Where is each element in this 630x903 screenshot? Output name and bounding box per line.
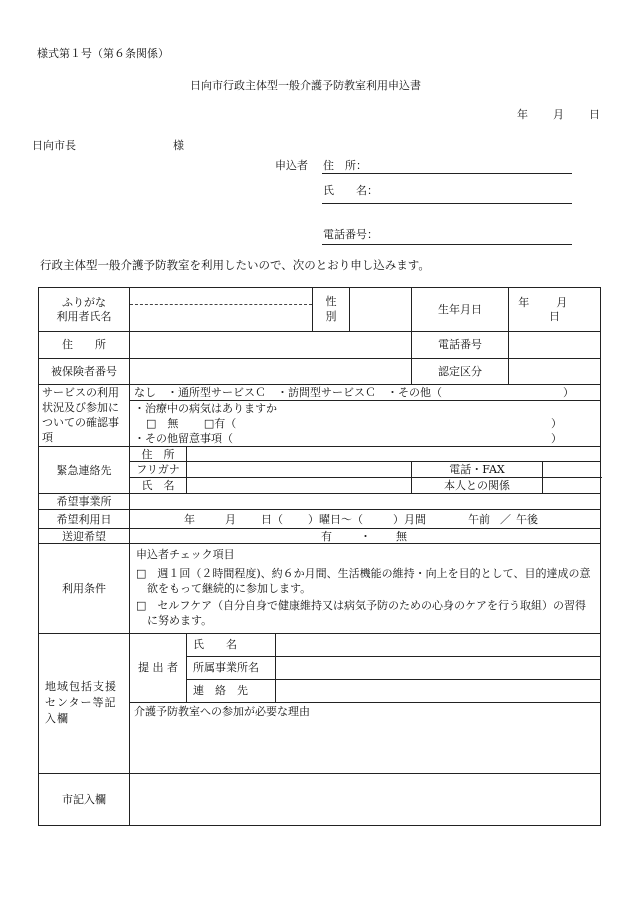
furigana-label: ふりがな [62, 296, 106, 310]
reason-field[interactable] [130, 702, 601, 773]
emergency-furigana-field[interactable] [187, 462, 412, 478]
conditions-cell [130, 544, 601, 633]
insured-number-label: 被保険者番号 [39, 359, 130, 385]
emergency-contact-label: 緊急連絡先 [39, 447, 130, 494]
submitter-contact-field[interactable] [276, 679, 601, 702]
service-cell[interactable] [130, 385, 601, 447]
form-number: 様式第１号（第６条関係） [37, 47, 169, 60]
address-field[interactable] [130, 332, 412, 359]
submitter-name-field[interactable] [276, 633, 601, 656]
furigana-divider [130, 304, 312, 305]
dd-pm-option[interactable]: 午後 [516, 513, 538, 527]
conditions-label: 利用条件 [39, 544, 130, 633]
phone-label: 電話番号 [412, 332, 509, 359]
emergency-relation-label: 本人との関係 [412, 478, 543, 494]
emergency-relation-field[interactable] [543, 478, 601, 494]
dd-period: ）月間 [393, 513, 426, 527]
city-field[interactable] [130, 773, 601, 825]
illness-none-checkbox[interactable]: □ 無 [146, 416, 179, 430]
row-insured [39, 359, 601, 385]
birth-day-label: 日 [549, 309, 561, 323]
other-notes-close: ） [551, 431, 563, 445]
dd-am-option[interactable]: 午前 [468, 513, 490, 527]
applicant-phone-label: 電話番号： [323, 228, 378, 241]
transport-dot: ・ [360, 530, 371, 544]
submitter-office-field[interactable] [276, 656, 601, 679]
application-form-table [38, 287, 601, 826]
applicant-name-label: 氏 名： [323, 184, 378, 197]
transport-yes-option[interactable]: 有 [321, 530, 332, 544]
applicant-address-line[interactable] [322, 173, 572, 174]
row-conditions [39, 544, 601, 633]
emergency-address-field[interactable] [187, 447, 601, 462]
applicant-phone-line[interactable] [322, 244, 572, 245]
other-notes-label[interactable]: ・その他留意事項（ [134, 431, 233, 445]
certification-field[interactable] [509, 359, 601, 385]
row-user-name [39, 288, 601, 332]
desired-office-label: 希望事業所 [39, 494, 130, 510]
conditions-heading: 申込者チェック項目 [136, 548, 235, 562]
user-name-header [39, 288, 130, 332]
dd-month: 月 [225, 513, 236, 527]
applicant-name-line[interactable] [322, 203, 572, 204]
dd-weekday: ）曜日～（ [308, 513, 363, 527]
date-day-label: 日 [589, 108, 600, 121]
dd-year: 年 [184, 513, 195, 527]
intro-text: 行政主体型一般介護予防教室を利用したいので、次のとおり申し込みます。 [40, 258, 430, 272]
applicant-label: 申込者 [275, 159, 308, 172]
row-service [39, 385, 601, 447]
service-options[interactable]: なし ・通所型サービスＣ ・訪問型サービスＣ ・その他（ [134, 385, 442, 399]
emergency-furigana-label: フリガナ [130, 462, 187, 478]
address-label: 住 所 [39, 332, 130, 359]
submitter-office-label: 所属事業所名 [187, 656, 276, 679]
transport-label: 送迎希望 [39, 529, 130, 544]
desired-office-field[interactable] [130, 494, 601, 510]
applicant-address-label: 住 所： [323, 159, 367, 172]
submitter-label: 提 出 者 [130, 633, 187, 702]
service-line-row [130, 386, 600, 401]
row-emergency-address [39, 447, 601, 462]
addressee: 日向市長 [32, 139, 76, 152]
certification-label: 認定区分 [412, 359, 509, 385]
reason-label: 介護予防教室への参加が必要な理由 [134, 704, 310, 718]
row-submitter-name [39, 633, 601, 656]
service-label: サービスの利用状況及び参加についての確認事項 [39, 385, 130, 447]
service-options-close: ） [563, 385, 575, 399]
emergency-name-field[interactable] [187, 478, 412, 494]
transport-no-option[interactable]: 無 [396, 530, 407, 544]
emergency-phone-label: 電話・FAX [412, 462, 543, 478]
submitter-name-label: 氏 名 [187, 633, 276, 656]
date-year-label: 年 [517, 108, 528, 121]
row-desired-office [39, 494, 601, 510]
city-label: 市記入欄 [39, 773, 130, 825]
dd-slash: ／ [500, 513, 511, 527]
user-name-label: 利用者氏名 [56, 309, 112, 323]
sex-field[interactable] [350, 288, 412, 332]
illness-yes-checkbox[interactable]: □有（ [203, 416, 237, 430]
birthdate-field[interactable] [509, 288, 601, 332]
birth-month-label: 月 [556, 296, 568, 310]
condition-item-1[interactable]: □ 週１回（２時間程度)、約６か月間、生活機能の維持・向上を目的として、目的達成の意欲をもって継続的に参加します。 [136, 567, 591, 596]
page-title: 日向市行政主体型一般介護予防教室利用申込書 [190, 79, 421, 92]
sex-label: 性別 [325, 295, 337, 323]
illness-yes-close: ） [551, 416, 563, 430]
date-month-label: 月 [553, 108, 564, 121]
desired-date-field[interactable] [130, 510, 601, 529]
insured-number-field[interactable] [130, 359, 412, 385]
row-desired-date [39, 510, 601, 529]
center-label: 地域包括支援センター等記入欄 [39, 633, 130, 773]
emergency-phone-field[interactable] [543, 462, 601, 478]
sex-label-cell [313, 288, 350, 332]
row-city [39, 773, 601, 825]
birth-year-label: 年 [518, 296, 530, 310]
user-name-field[interactable] [130, 288, 313, 332]
dd-day: 日（ [261, 513, 283, 527]
emergency-address-label: 住 所 [130, 447, 187, 462]
birthdate-label: 生年月日 [412, 288, 509, 332]
submitter-contact-label: 連 絡 先 [187, 679, 276, 702]
addressee-suffix: 様 [173, 139, 184, 152]
transport-field[interactable] [130, 529, 601, 544]
row-transport [39, 529, 601, 544]
other-notes-row [130, 431, 600, 446]
illness-question: ・治療中の病気はありますか [134, 401, 277, 415]
emergency-name-label: 氏 名 [130, 478, 187, 494]
desired-date-label: 希望利用日 [39, 510, 130, 529]
illness-answers [130, 416, 600, 431]
condition-item-2[interactable]: □ セルフケア（自分自身で健康維持又は病気予防のための心身のケアを行う取組）の習得に努めます。 [136, 598, 587, 627]
row-address [39, 332, 601, 359]
phone-field[interactable] [509, 332, 601, 359]
